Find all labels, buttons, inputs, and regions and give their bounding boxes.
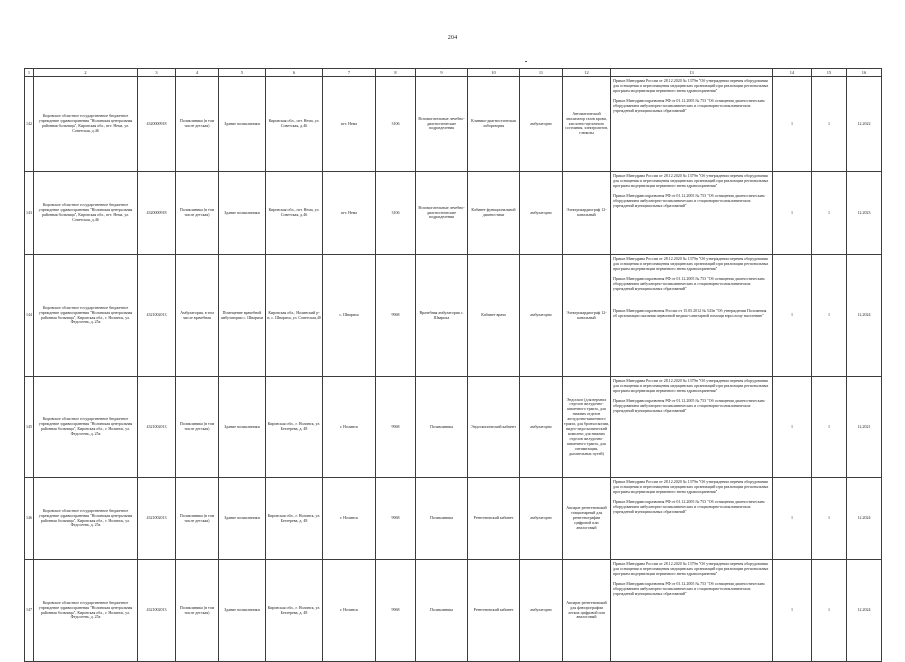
care-mode-cell: амбулаторно (520, 172, 563, 255)
care-mode-cell: амбулаторно (520, 255, 563, 377)
locality-cell: г. Нолинск (323, 377, 376, 478)
cabinet-cell: Клинико-диагностическая лаборатория (468, 77, 520, 172)
inn-cell: 4321002013 (138, 377, 176, 478)
department-cell: Вспомогательные лечебно-диагностические подразделения (416, 77, 468, 172)
row-number: 144 (25, 255, 34, 377)
building-cell: Здание поликлиники (219, 560, 266, 662)
organization-cell: Кировское областное государственное бюджетное учреждение здравоохранения "Нолинская центральная районная больница", Кировская обл., пгт. Нема, ул. Советская, д.46 (34, 77, 138, 172)
column-number: 3 (138, 69, 176, 77)
department-cell: Поликлиника (416, 560, 468, 662)
column-number: 14 (773, 69, 812, 77)
department-cell: Поликлиника (416, 478, 468, 560)
locality-cell: г. Нолинск (323, 560, 376, 662)
locality-cell: пгт. Нема (323, 172, 376, 255)
department-cell: Вспомогательные лечебно-диагностические подразделения (416, 172, 468, 255)
stray-mark (525, 61, 527, 62)
quantity-cell: 1 (773, 560, 812, 662)
regulation-text: Приказ Минздрава России от 28.12.2020 № 1379н "Об утверждении перечня оборудования для оснащения и переоснащения медицинских организаций при реализации региональных программ модернизации первичного звена здравоохранения" (613, 479, 769, 494)
quantity-cell: 1 (812, 377, 847, 478)
building-cell: Помещение врачебной амбулатории с. Шварихи (219, 255, 266, 377)
regulation-text: Приказ Минздравсоцразвития РФ от 01.12.2005 № 753 "Об оснащении диагностическим оборудованием амбулаторно-поликлинических и стационарно-поликлинических учреждений муниципальных образований" (613, 192, 765, 208)
regulation-text: Приказ Минздравсоцразвития РФ от 01.12.2005 № 753 "Об оснащении диагностическим оборудованием амбулаторно-поликлинических и стационарно-поликлинических учреждений муниципальных образований" (613, 397, 765, 413)
row-number: 145 (25, 377, 34, 478)
column-number: 16 (847, 69, 882, 77)
quantity-cell: 1 (773, 377, 812, 478)
regulation-cell (611, 255, 773, 377)
care-mode-cell: амбулаторно (520, 377, 563, 478)
equipment-cell: Эндоскоп (для верхних отделов желудочно-кишечного тракта, для нижних отделов желудочно-кишечного тракта, для бронхоскопии, видео-эндоскопический комплекс для нижних отделов желудочно-кишечного тракта, для оптимизации, дыхательных путей) (563, 377, 611, 478)
organization-cell: Кировское областное государственное бюджетное учреждение здравоохранения "Нолинская центральная районная больница", Кировская обл., г. Нолинск, ул. Федосеева, д. 25а (34, 377, 138, 478)
inn-cell: 4321002013 (138, 560, 176, 662)
unit-type-cell: Поликлиника (в том числе детская) (176, 77, 219, 172)
regulation-text: Приказ Минздравсоцразвития РФ от 01.12.2005 № 753 "Об оснащении диагностическим оборудованием амбулаторно-поликлинических и стационарно-поликлинических учреждений муниципальных образований" (613, 580, 765, 596)
equipment-cell: Автоматический анализатор газов крови, кислотно-щелочного состояния, электролитов, глюкозы (563, 77, 611, 172)
code-cell: 3106 (376, 77, 416, 172)
regulation-text: Приказ Минздрава России от 28.12.2020 № 1379н "Об утверждении перечня оборудования для оснащения и переоснащения медицинских организаций при реализации региональных программ модернизации первичного звена здравоохранения" (613, 173, 769, 188)
building-cell: Здание поликлиники (219, 377, 266, 478)
table-row (25, 377, 882, 478)
quantity-cell: 1 (773, 172, 812, 255)
regulation-text: Приказ Минздравсоцразвития РФ от 01.12.2005 № 753 "Об оснащении диагностическим оборудованием амбулаторно-поликлинических и стационарно-поликлинических учреждений муниципальных образований" (613, 498, 765, 514)
column-number: 5 (219, 69, 266, 77)
equipment-cell: Аппарат рентгеновский стационарный для рентгенографии цифровой или аналоговый (563, 478, 611, 560)
organization-cell: Кировское областное государственное бюджетное учреждение здравоохранения "Нолинская центральная районная больница", Кировская обл., г. Нолинск, ул. Федосеева, д. 25а (34, 478, 138, 560)
cabinet-cell: Рентгеновский кабинет (468, 560, 520, 662)
column-number: 1 (25, 69, 34, 77)
code-cell: 9968 (376, 478, 416, 560)
code-cell: 3106 (376, 172, 416, 255)
table-row (25, 255, 882, 377)
code-cell: 9968 (376, 377, 416, 478)
cabinet-cell: Кабинет функциональной диагностики (468, 172, 520, 255)
date-cell: 12.2024 (847, 478, 882, 560)
date-cell: 12.2021 (847, 377, 882, 478)
column-number: 15 (812, 69, 847, 77)
organization-cell: Кировское областное государственное бюджетное учреждение здравоохранения "Нолинская центральная районная больница", Кировская обл., пгт. Нема, ул. Советская, д.46 (34, 172, 138, 255)
inn-cell: 4320000918 (138, 172, 176, 255)
regulation-text: Приказ Минздрава России от 28.12.2020 № 1379н "Об утверждении перечня оборудования для оснащения и переоснащения медицинских организаций при реализации региональных программ модернизации первичного звена здравоохранения" (613, 378, 769, 393)
equipment-cell: Электрокардиограф 12-канальный (563, 172, 611, 255)
regulation-cell (611, 377, 773, 478)
inn-cell: 4320000918 (138, 77, 176, 172)
unit-type-cell: Амбулатория, в том числе врачебная (176, 255, 219, 377)
quantity-cell: 1 (812, 560, 847, 662)
quantity-cell: 1 (773, 255, 812, 377)
locality-cell: с. Швариха (323, 255, 376, 377)
column-number: 8 (376, 69, 416, 77)
department-cell: Поликлиника (416, 377, 468, 478)
unit-type-cell: Поликлиника (в том числе детская) (176, 377, 219, 478)
table-row (25, 478, 882, 560)
equipment-cell: Электрокардиограф 12-канальный (563, 255, 611, 377)
department-cell: Врачебная амбулатория с. Швариха (416, 255, 468, 377)
column-number: 9 (416, 69, 468, 77)
cabinet-cell: Кабинет врача (468, 255, 520, 377)
table-row (25, 560, 882, 662)
column-number: 2 (34, 69, 138, 77)
unit-type-cell: Поликлиника (в том числе детская) (176, 560, 219, 662)
care-mode-cell: амбулаторно (520, 478, 563, 560)
column-number: 12 (563, 69, 611, 77)
column-number-row (25, 69, 882, 77)
regulation-text: Приказ Минздравсоцразвития РФ от 01.12.2005 № 753 "Об оснащении диагностическим оборудованием амбулаторно-поликлинических и стационарно-поликлинических учреждений муниципальных образований" (613, 275, 765, 291)
building-cell: Здание поликлиники (219, 77, 266, 172)
quantity-cell: 1 (773, 478, 812, 560)
address-cell: Кировская обл., г. Нолинск, ул. Бехтерева, д. 48 (266, 560, 323, 662)
regulation-text: Приказ Минздрава России от 28.12.2020 № 1379н "Об утверждении перечня оборудования для оснащения и переоснащения медицинских организаций при реализации региональных программ модернизации первичного звена здравоохранения" (613, 256, 769, 271)
building-cell: Здание поликлиники (219, 172, 266, 255)
row-number: 146 (25, 478, 34, 560)
address-cell: Кировская обл., г. Нолинск, ул. Бехтерева, д. 48 (266, 478, 323, 560)
locality-cell: пгт. Нема (323, 77, 376, 172)
table-row (25, 172, 882, 255)
unit-type-cell: Поликлиника (в том числе детская) (176, 478, 219, 560)
date-cell: 12.2023 (847, 172, 882, 255)
column-number: 13 (611, 69, 773, 77)
column-number: 4 (176, 69, 219, 77)
address-cell: Кировская обл., пгт. Нема, ул. Советская, д.46 (266, 172, 323, 255)
quantity-cell: 1 (773, 77, 812, 172)
cabinet-cell: Рентгеновский кабинет (468, 478, 520, 560)
row-number: 147 (25, 560, 34, 662)
care-mode-cell: амбулаторно (520, 77, 563, 172)
building-cell: Здание поликлиники (219, 478, 266, 560)
locality-cell: г. Нолинск (323, 478, 376, 560)
regulation-cell (611, 77, 773, 172)
date-cell: 12.2024 (847, 560, 882, 662)
organization-cell: Кировское областное государственное бюджетное учреждение здравоохранения "Нолинская центральная районная больница", Кировская обл., г. Нолинск, ул. Федосеева, д. 25а (34, 255, 138, 377)
code-cell: 9968 (376, 560, 416, 662)
equipment-cell: Аппарат рентгеновский для флюорографии легких цифровой или аналоговый (563, 560, 611, 662)
date-cell: 12.2022 (847, 77, 882, 172)
care-mode-cell: амбулаторно (520, 560, 563, 662)
regulation-text: Приказ Минздрава России от 28.12.2020 № 1379н "Об утверждении перечня оборудования для оснащения и переоснащения медицинских организаций при реализации региональных программ модернизации первичного звена здравоохранения" (613, 561, 769, 576)
quantity-cell: 1 (812, 172, 847, 255)
quantity-cell: 1 (812, 478, 847, 560)
address-cell: Кировская обл., пгт. Нема, ул. Советская, д.46 (266, 77, 323, 172)
inn-cell: 4321002013 (138, 478, 176, 560)
regulation-text: Приказ Минздрава России от 28.12.2020 № 1379н "Об утверждении перечня оборудования для оснащения и переоснащения медицинских организаций при реализации региональных программ модернизации первичного звена здравоохранения" (613, 78, 769, 93)
table-body (25, 69, 882, 662)
column-number: 7 (323, 69, 376, 77)
cabinet-cell: Эндоскопический кабинет (468, 377, 520, 478)
address-cell: Кировская обл., г. Нолинск, ул. Бехтерева, д. 48 (266, 377, 323, 478)
column-number: 11 (520, 69, 563, 77)
column-number: 6 (266, 69, 323, 77)
regulation-cell (611, 172, 773, 255)
inn-cell: 4321002013 (138, 255, 176, 377)
regulation-cell (611, 560, 773, 662)
quantity-cell: 1 (812, 77, 847, 172)
address-cell: Кировская обл., Нолинский р-н, с. Швариха, ул. Советская,40 (266, 255, 323, 377)
unit-type-cell: Поликлиника (в том числе детская) (176, 172, 219, 255)
regulation-text: Приказ Минздравсоцразвития РФ от 01.12.2005 № 753 "Об оснащении диагностическим оборудованием амбулаторно-поликлинических и стационарно-поликлинических учреждений муниципальных образований" (613, 97, 765, 113)
regulation-cell (611, 478, 773, 560)
regulation-text: Приказ Минздравсоцразвития России от 15.05.2012 № 543н "Об утверждении Положения об организации оказания первичной медико-санитарной помощи взрослому населению" (613, 308, 767, 319)
quantity-cell: 1 (812, 255, 847, 377)
table-row (25, 77, 882, 172)
organization-cell: Кировское областное государственное бюджетное учреждение здравоохранения "Нолинская центральная районная больница", Кировская обл., г. Нолинск, ул. Федосеева, д. 25а (34, 560, 138, 662)
date-cell: 12.2024 (847, 255, 882, 377)
equipment-table (24, 68, 882, 662)
row-number: 142 (25, 77, 34, 172)
page-number: 204 (447, 35, 458, 41)
code-cell: 9968 (376, 255, 416, 377)
row-number: 143 (25, 172, 34, 255)
column-number: 10 (468, 69, 520, 77)
